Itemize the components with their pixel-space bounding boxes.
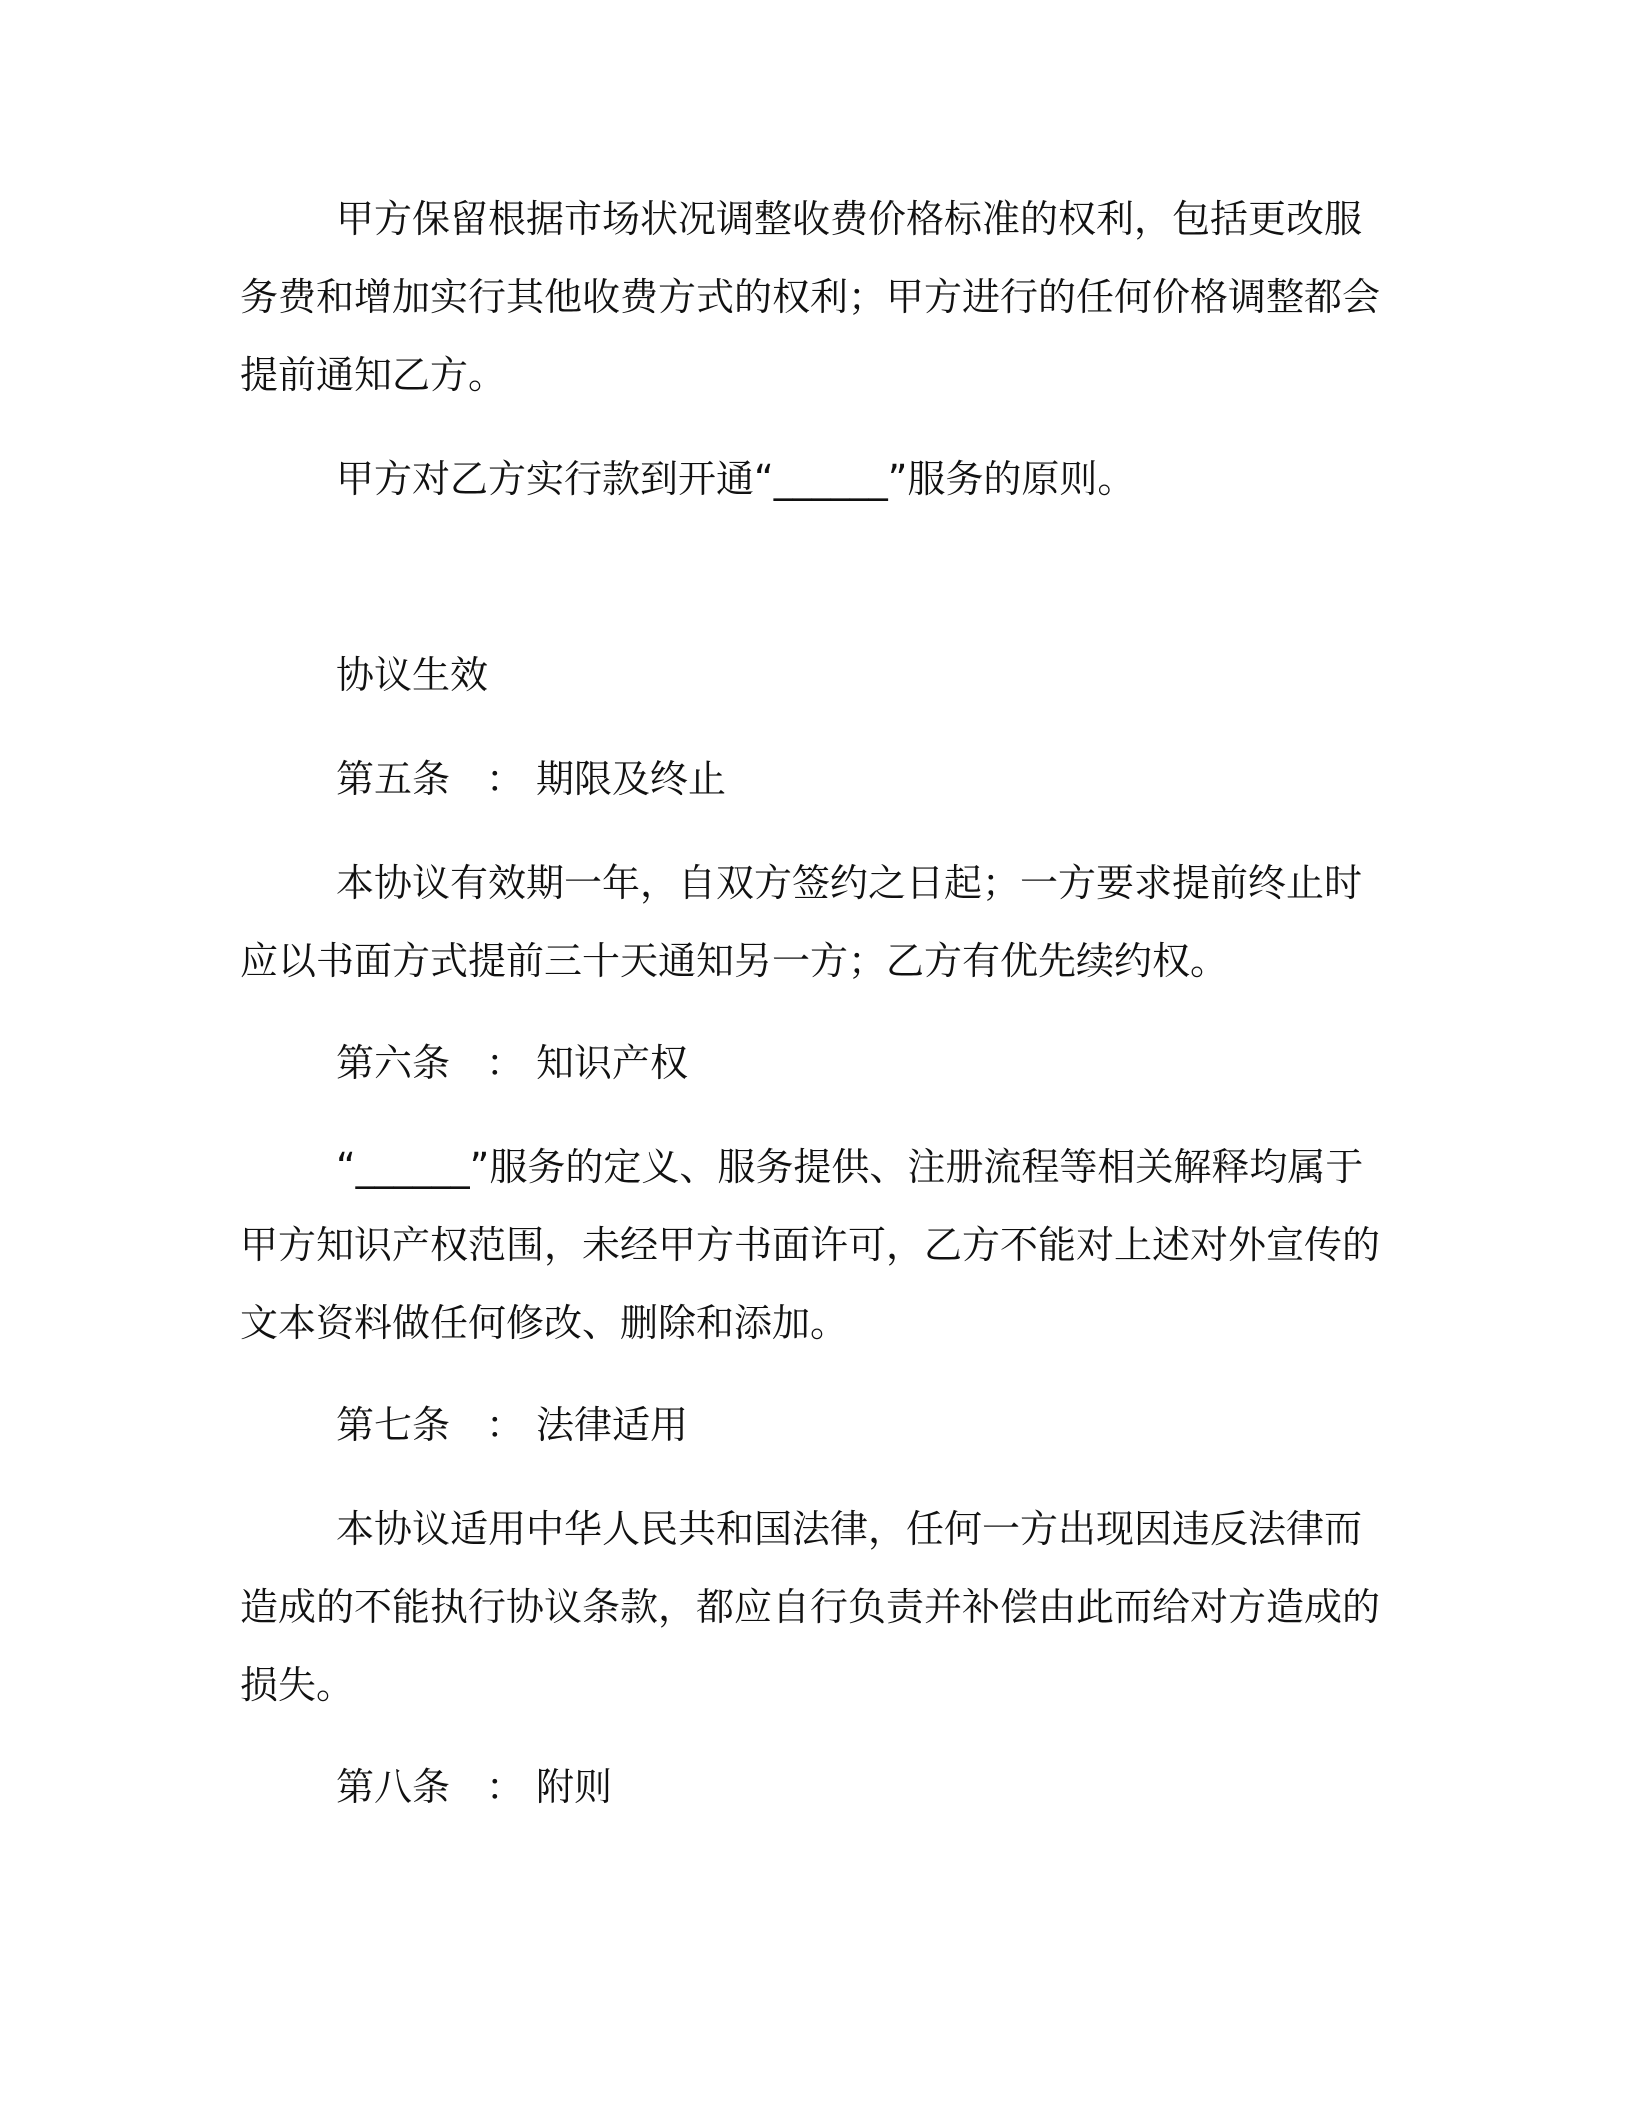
paragraph-applicable-law: 本协议适用中华人民共和国法律，任何一方出现因违反法律而造成的不能执行协议条款，都应自行负责并补偿由此而给对方造成的损失。 [240, 1507, 1381, 1707]
section-heading-effect: 协议生效 [336, 653, 489, 697]
paragraph-payment-principle: 甲方对乙方实行款到开通“______”服务的原则。 [336, 457, 1136, 501]
paragraph-term: 本协议有效期一年，自双方签约之日起；一方要求提前终止时应以书面方式提前三十天通知另一方；乙方有优先续约权。 [240, 861, 1363, 983]
article-title: 附则 [536, 1765, 613, 1809]
article-title: 法律适用 [536, 1403, 689, 1447]
article-number: 第七条 [336, 1403, 451, 1447]
article-number: 第六条 [336, 1041, 451, 1085]
article-heading-7 [336, 1386, 1336, 1464]
article-colon: ： [486, 757, 525, 801]
article-colon: ： [486, 1041, 525, 1085]
article-colon: ： [486, 1765, 525, 1809]
article-colon: ： [486, 1403, 525, 1447]
paragraph-intellectual-property: “______”服务的定义、服务提供、注册流程等相关解释均属于甲方知识产权范围，未经甲方书面许可，乙方不能对上述对外宣传的文本资料做任何修改、删除和添加。 [240, 1145, 1381, 1345]
article-title: 期限及终止 [536, 757, 727, 801]
paragraph-pricing-rights: 甲方保留根据市场状况调整收费价格标准的权利，包括更改服务费和增加实行其他收费方式的权利；甲方进行的任何价格调整都会提前通知乙方。 [240, 197, 1381, 397]
article-heading-8 [336, 1748, 1336, 1826]
article-title: 知识产权 [536, 1041, 689, 1085]
article-heading-6 [336, 1024, 1336, 1102]
article-number: 第八条 [336, 1765, 451, 1809]
article-number: 第五条 [336, 757, 451, 801]
article-heading-5 [336, 740, 1336, 818]
